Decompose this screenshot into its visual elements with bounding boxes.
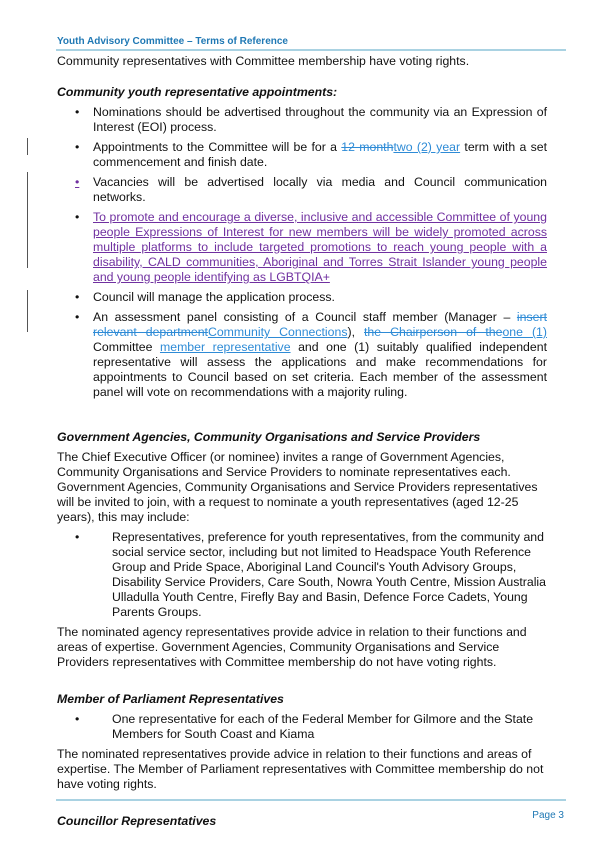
bullet-text: Appointments to the Committee will be for a [93, 140, 342, 154]
mp-heading: Member of Parliament Representatives [57, 692, 284, 706]
deleted-text: the Chairperson of the [364, 325, 503, 339]
bullet-icon: • [75, 105, 80, 119]
document-body [57, 54, 547, 829]
change-bar [27, 138, 28, 155]
agencies-paragraph: The Chief Executive Officer (or nominee) invites a range of Government Agencies, Community Organisations and Service Providers to nominate representatives each. Government Agencies, Community Organisations and Service Providers representatives will be invited to join, with a request to nominate a youth representatives (aged 12-25 years), this may include: [57, 450, 538, 524]
bullet-text: Vacancies will be advertised locally via media and Council communication networks. [93, 175, 547, 204]
bullet-icon: • [75, 310, 80, 324]
header-title: Youth Advisory Committee – Terms of Reference [57, 36, 288, 47]
agencies-heading: Government Agencies, Community Organisations and Service Providers [57, 430, 481, 444]
header-rule [56, 49, 566, 51]
inserted-text: Community Connections [207, 325, 348, 339]
bullet-icon: • [75, 210, 80, 224]
bullet-icon: • [75, 175, 80, 189]
bullet-text: Representatives, preference for youth representatives, from the community and social service sector, including but not limited to Headspace Youth Reference Group and Pride Space, Aboriginal Land Council's Youth Advisory Groups, Disability Service Providers, Care South, Nowra Youth Centre, Mission Australia Ulladulla Youth Centre, Firefly Bay and Basin, Defence Force Cadets, Young Parents Groups. [112, 530, 546, 619]
bullet-text: Nominations should be advertised throughout the community via an Expression of Interest (EOI) process. [93, 105, 547, 134]
inserted-text: two (2) year [393, 140, 461, 154]
councillor-heading: Councillor Representatives [57, 814, 217, 828]
deleted-text: insert relevant department [93, 310, 547, 339]
bullet-item [57, 310, 547, 400]
page-number: Page 3 [532, 810, 564, 821]
inserted-text: member representative [159, 340, 291, 354]
bullet-text: and one (1) suitably qualified independent representative will assess the applications and make recommendations for appointments to Council based on set criteria. Each member of the assessment panel will vote on recommendations with a majority ruling. [93, 340, 547, 399]
bullet-icon: • [75, 140, 80, 154]
inserted-text: To promote and encourage a diverse, inclusive and accessible Committee of young people Expressions of Interest for new members will be widely promoted across multiple platforms to include targeted promotions to reach young people with a disability, CALD communities, Aboriginal and Torres Strait Islander young people and young people identifying as LGBTQIA+ [93, 210, 547, 284]
bullet-text: An assessment panel consisting of a Council staff member (Manager – [93, 310, 517, 324]
bullet-text: One representative for each of the Federal Member for Gilmore and the State Members for South Coast and Kiama [112, 712, 534, 741]
intro-text: Community representatives with Committee membership have voting rights. [57, 54, 470, 68]
inserted-text: one (1) [502, 325, 547, 339]
agencies-paragraph: The nominated agency representatives provide advice in relation to their functions and areas of expertise. Government Agencies, Community Organisations and Service Providers representatives with Committee membership do not have voting rights. [57, 625, 527, 669]
bullet-item [57, 175, 547, 205]
bullet-text: Committee [93, 340, 160, 354]
bullet-item [57, 530, 547, 620]
appointments-heading: Community youth representative appointments: [57, 85, 338, 99]
change-bar [27, 172, 28, 268]
deleted-text: 12 month [341, 140, 394, 154]
bullet-icon: • [75, 290, 80, 304]
bullet-text: ), [347, 325, 365, 339]
footer-rule [56, 799, 566, 801]
bullet-item [57, 105, 547, 135]
bullet-icon: • [75, 530, 80, 544]
mp-paragraph: The nominated representatives provide advice in relation to their functions and areas of expertise. The Member of Parliament representatives with Committee membership do not have voting rights. [57, 747, 544, 791]
bullet-text: Council will manage the application process. [93, 290, 335, 304]
bullet-icon: • [75, 712, 80, 726]
bullet-item [57, 712, 547, 742]
bullet-item [57, 140, 547, 170]
change-bar [27, 290, 28, 332]
bullet-text: term with a set commencement and finish date. [93, 140, 547, 169]
bullet-item [57, 290, 547, 305]
bullet-item [57, 210, 547, 285]
